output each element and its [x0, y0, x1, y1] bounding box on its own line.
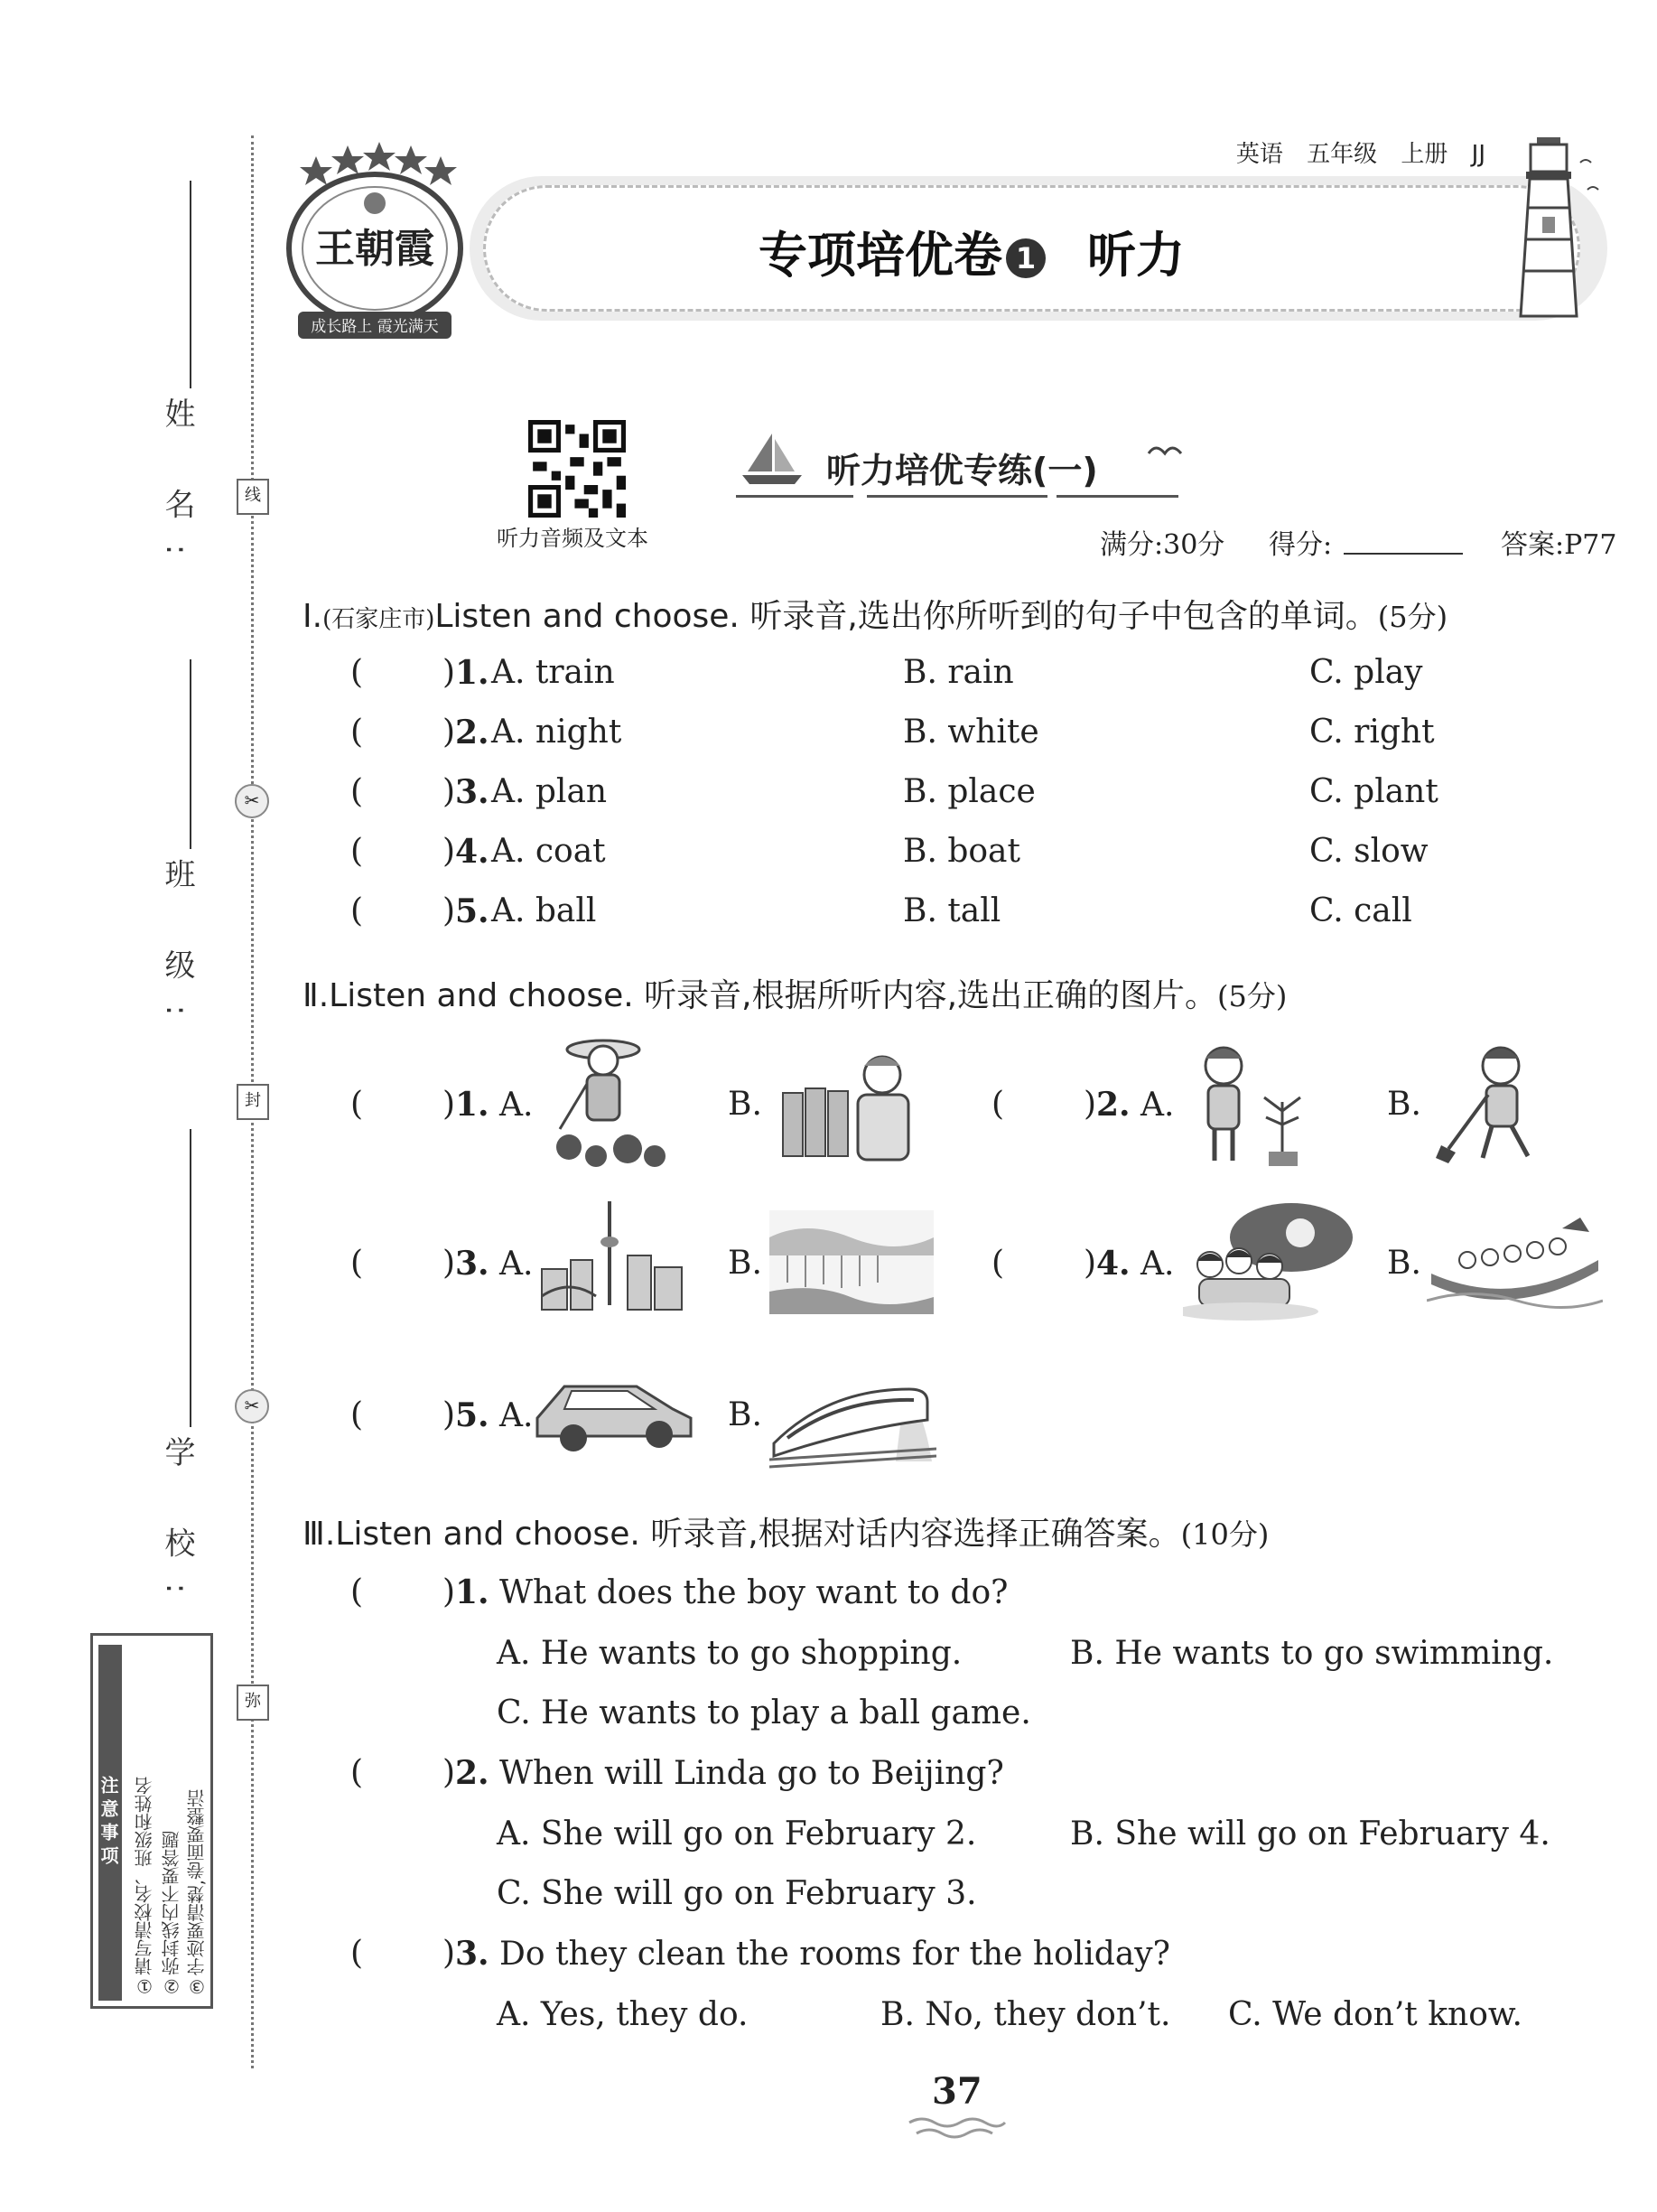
answer-paren-open[interactable]: (: [350, 1086, 364, 1123]
dragon-boat-picture[interactable]: [1427, 1210, 1603, 1314]
section2-instruction: Listen and choose. 听录音,根据所听内容,选出正确的图片。: [329, 977, 1218, 1014]
scissor-icon: ✂: [235, 1389, 269, 1423]
answer-paren-open[interactable]: (: [350, 1396, 364, 1433]
notice-head: 注意事项: [98, 1645, 122, 2001]
option-a: A. plan: [491, 773, 608, 810]
option-b: B. She will go on February 4.: [1070, 1815, 1550, 1853]
section1-source: (石家庄市): [322, 606, 435, 633]
subtitle-underline: [867, 495, 1047, 498]
answer-paren-open[interactable]: (: [350, 714, 364, 751]
waterfall-picture[interactable]: [769, 1210, 934, 1314]
answer-ref: 答案:P77: [1501, 529, 1617, 561]
question-number: 3.: [455, 773, 489, 811]
score-field[interactable]: [1344, 553, 1463, 555]
name-field[interactable]: [190, 181, 191, 388]
city-tower-picture[interactable]: [533, 1197, 691, 1319]
volume: 上册: [1401, 141, 1448, 168]
question-label: 5. A.: [455, 1396, 534, 1434]
title-topic: 听力: [1087, 227, 1185, 284]
lighthouse-icon: [1490, 135, 1607, 325]
star-icon: [363, 142, 396, 171]
farmer-picture[interactable]: [542, 1030, 673, 1174]
sailboat-icon: [740, 432, 804, 486]
question-number: 4.: [455, 833, 489, 871]
title-pre: 专项培优卷: [759, 227, 1002, 284]
option-c: C. call: [1309, 892, 1412, 929]
question-label: 1. A.: [455, 1086, 534, 1124]
train-picture[interactable]: [769, 1362, 936, 1470]
class-field[interactable]: [190, 659, 191, 849]
option-a: A. train: [491, 654, 615, 691]
answer-paren-open[interactable]: (: [350, 654, 364, 691]
answer-paren-open[interactable]: (: [991, 1086, 1005, 1123]
notice-item: ①请写清校名、班级和姓名: [134, 1777, 155, 1997]
option-a: A. ball: [491, 892, 597, 929]
section-subtitle: 听力培优专练(一): [826, 451, 1098, 490]
full-score: 满分:30分: [1100, 529, 1225, 561]
watering-plant-picture[interactable]: [1183, 1039, 1318, 1170]
option-b-label: B.: [728, 1245, 762, 1282]
score-label: 得分:: [1269, 529, 1333, 561]
option-a: A. night: [491, 714, 622, 751]
edition: JJ: [1471, 141, 1485, 168]
answer-paren-close: ): [442, 1396, 456, 1433]
option-c: C. We don’t know.: [1228, 1996, 1522, 2033]
section1-points: (5分): [1377, 600, 1448, 634]
brand-logo: [280, 140, 470, 348]
option-c: C. plant: [1309, 773, 1438, 810]
subtitle-underline: [1057, 495, 1178, 498]
question-text: 1. What does the boy want to do?: [455, 1573, 1009, 1611]
answer-paren-close: ): [442, 1573, 456, 1610]
section1-instruction: Listen and choose. 听录音,选出你所听到的句子中包含的单词。: [434, 598, 1378, 635]
option-a: A. She will go on February 2.: [497, 1815, 977, 1853]
option-c: C. She will go on February 3.: [497, 1875, 977, 1912]
option-b: B. He wants to go swimming.: [1070, 1635, 1554, 1672]
car-picture[interactable]: [528, 1364, 700, 1459]
subject: 英语: [1235, 141, 1283, 168]
option-c: C. slow: [1309, 833, 1429, 870]
answer-paren-open[interactable]: (: [350, 1754, 364, 1791]
class-label: 班 级:: [159, 858, 195, 1041]
cut-mark-line: 线: [237, 479, 269, 515]
question-label: 4. A.: [1096, 1245, 1175, 1283]
answer-paren-open[interactable]: (: [350, 1245, 364, 1282]
answer-paren-open[interactable]: (: [991, 1245, 1005, 1282]
option-b: B. place: [903, 773, 1036, 810]
option-c: C. right: [1309, 714, 1435, 751]
option-a: A. He wants to go shopping.: [497, 1635, 963, 1672]
answer-paren-open[interactable]: (: [350, 773, 364, 810]
option-b-label: B.: [1387, 1086, 1421, 1123]
digging-picture[interactable]: [1429, 1039, 1564, 1165]
star-icon: [331, 145, 364, 174]
answer-paren-close: ): [442, 892, 456, 929]
section2-numeral: Ⅱ.: [303, 977, 330, 1014]
option-b: B. boat: [903, 833, 1020, 870]
answer-paren-close: ): [1084, 1086, 1097, 1123]
question-number: 1.: [455, 654, 489, 692]
cut-mark-close: 弥: [237, 1685, 269, 1721]
star-icon: [424, 156, 457, 185]
section2-points: (5分): [1217, 979, 1288, 1013]
option-b-label: B.: [728, 1396, 762, 1433]
section3-numeral: Ⅲ.: [303, 1516, 336, 1553]
section3-instruction: Listen and choose. 听录音,根据对话内容选择正确答案。: [335, 1516, 1181, 1553]
option-b-label: B.: [728, 1086, 762, 1123]
answer-paren-open[interactable]: (: [350, 1573, 364, 1610]
answer-paren-open[interactable]: (: [350, 833, 364, 870]
question-text: 2. When will Linda go to Beijing?: [455, 1754, 1004, 1792]
answer-paren-close: ): [442, 1754, 456, 1791]
name-label: 姓 名:: [159, 397, 195, 581]
section3-heading: [303, 1508, 1269, 1554]
logo-slogan: 成长路上 霞光满天: [311, 318, 439, 336]
answer-paren-close: ): [442, 833, 456, 870]
question-text: 3. Do they clean the rooms for the holiday?: [455, 1935, 1170, 1973]
section3-points: (10分): [1180, 1517, 1270, 1552]
cut-mark-seal: 封: [237, 1084, 269, 1120]
option-b: B. tall: [903, 892, 1001, 929]
answer-paren-close: ): [1084, 1245, 1097, 1282]
wave-icon: [908, 2114, 1007, 2141]
answer-paren-open[interactable]: (: [350, 1935, 364, 1972]
section2-heading: [303, 970, 1287, 1016]
option-b-label: B.: [1387, 1245, 1421, 1282]
notice-box: [90, 1633, 213, 2009]
notice-item: ②弥封线内不要答题: [161, 1831, 182, 1997]
option-b: B. No, they don’t.: [880, 1996, 1171, 2033]
answer-paren-close: ): [442, 714, 456, 751]
option-c: C. play: [1309, 654, 1423, 691]
option-b: B. white: [903, 714, 1039, 751]
answer-paren-close: ): [442, 654, 456, 691]
section1-heading: [303, 591, 1448, 637]
answer-paren-close: ): [442, 1935, 456, 1972]
question-number: 2.: [455, 714, 489, 751]
qr-caption: 听力音频及文本: [497, 526, 648, 551]
subtitle-underline: [736, 495, 853, 498]
book-meta: [1236, 135, 1485, 169]
option-a: A. coat: [491, 833, 606, 870]
page-title: [759, 217, 1185, 286]
answer-paren-close: ): [442, 1086, 456, 1123]
moon-family-picture[interactable]: [1183, 1201, 1354, 1323]
option-b: B. rain: [903, 654, 1014, 691]
scissor-icon: ✂: [235, 784, 269, 818]
school-field[interactable]: [190, 1129, 191, 1427]
bird-icon: [1147, 441, 1185, 461]
worker-picture[interactable]: [778, 1039, 923, 1165]
answer-paren-open[interactable]: (: [350, 892, 364, 929]
title-number: 1: [1006, 238, 1046, 278]
grade: 五年级: [1307, 141, 1378, 168]
school-label: 学 校:: [159, 1436, 195, 1619]
star-icon: [395, 145, 427, 174]
logo-name: 王朝霞: [315, 226, 434, 272]
star-icon: [300, 156, 332, 185]
answer-paren-close: ): [442, 1245, 456, 1282]
section1-numeral: Ⅰ.: [303, 598, 323, 635]
question-label: 2. A.: [1096, 1086, 1175, 1124]
qr-code[interactable]: [528, 420, 626, 518]
notice-item: ③字迹要清楚,卷面要整洁: [186, 1788, 208, 1997]
page-number: 37: [932, 2070, 982, 2113]
question-label: 3. A.: [455, 1245, 534, 1283]
option-a: A. Yes, they do.: [497, 1996, 749, 2033]
answer-paren-close: ): [442, 773, 456, 810]
option-c: C. He wants to play a ball game.: [497, 1694, 1031, 1731]
question-number: 5.: [455, 892, 489, 930]
